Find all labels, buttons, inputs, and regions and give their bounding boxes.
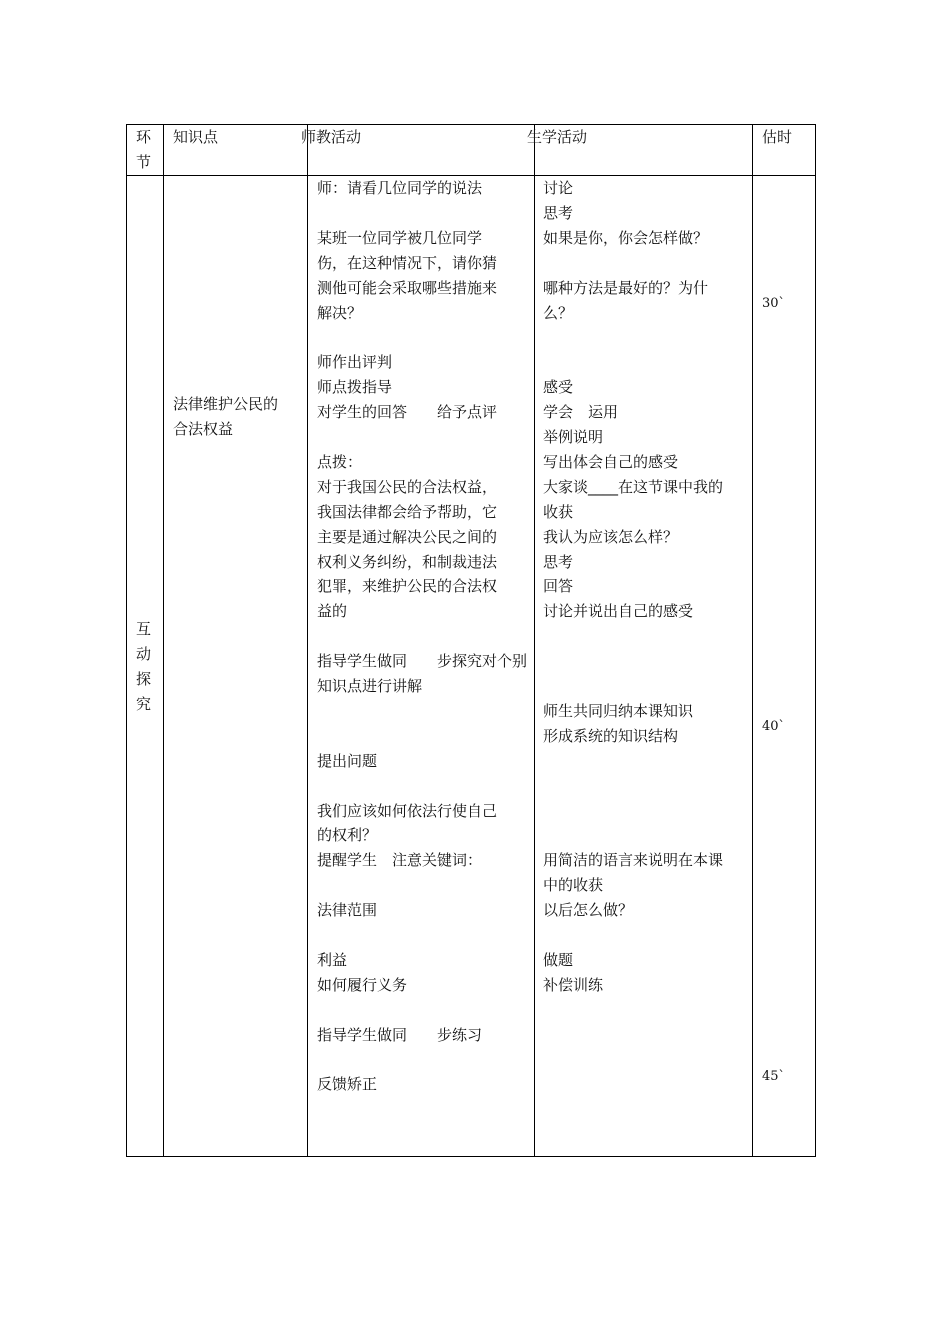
activity-line: 思考 bbox=[543, 552, 574, 571]
activity-line: 师点拨指导 bbox=[317, 378, 393, 397]
activity-line: 收获 bbox=[543, 502, 574, 521]
activity-line: 点拨： bbox=[317, 452, 363, 471]
section-label: 互动探究 bbox=[136, 620, 152, 713]
activity-line: 形成系统的知识结构 bbox=[543, 726, 679, 745]
column-divider-3 bbox=[534, 124, 535, 1157]
activity-line: 回答 bbox=[543, 577, 574, 596]
column-divider-1 bbox=[163, 124, 164, 1157]
activity-line: 么？ bbox=[543, 303, 574, 322]
activity-line: 如何履行义务 bbox=[317, 975, 408, 994]
column-divider-2 bbox=[307, 124, 308, 1157]
activity-line: 思考 bbox=[543, 203, 574, 222]
header-student-activity: 生学活动 bbox=[527, 128, 588, 146]
activity-line: 解决？ bbox=[317, 303, 363, 322]
activity-line: 权利义务纠纷，和制裁违法 bbox=[317, 552, 498, 571]
header-section: 环节 bbox=[136, 128, 152, 171]
activity-line: 某班一位同学被几位同学 bbox=[317, 228, 483, 247]
activity-line: 我认为应该怎么样？ bbox=[543, 527, 679, 546]
activity-line: 提醒学生 注意关键词： bbox=[317, 851, 483, 870]
activity-line: 讨论 bbox=[543, 179, 574, 197]
activity-line: 以后怎么做？ bbox=[543, 901, 634, 920]
activity-line: 学会 运用 bbox=[543, 403, 619, 422]
activity-line: 我们应该如何依法行使自己 bbox=[317, 801, 498, 820]
time-estimate: 45` bbox=[762, 1069, 786, 1084]
activity-line: 举例说明 bbox=[543, 428, 604, 446]
activity-line: 知识点进行讲解 bbox=[317, 677, 423, 695]
activity-line: 提出问题 bbox=[317, 751, 378, 770]
activity-line: 反馈矫正 bbox=[317, 1075, 378, 1094]
activity-line: 补偿训练 bbox=[543, 975, 604, 994]
time-estimate: 40` bbox=[762, 719, 786, 734]
activity-line: 测他可能会采取哪些措施来 bbox=[317, 278, 498, 297]
table-bottom-border bbox=[126, 1156, 816, 1157]
activity-line: 对学生的回答 给予点评 bbox=[317, 403, 498, 422]
activity-line: 写出体会自己的感受 bbox=[543, 452, 679, 471]
knowledge-point-line: 法律维护公民的 bbox=[173, 395, 279, 413]
table-left-border bbox=[126, 124, 127, 1157]
activity-line: 主要是通过解决公民之间的 bbox=[317, 527, 498, 546]
activity-line: 指导学生做同 步探究对个别 bbox=[317, 652, 528, 671]
time-estimate: 30` bbox=[762, 296, 786, 311]
activity-line: 伤，在这种情况下，请你猜 bbox=[317, 253, 498, 272]
knowledge-point-line: 合法权益 bbox=[173, 420, 234, 438]
activity-line: 法律范围 bbox=[317, 901, 378, 920]
activity-line: 如果是你，你会怎样做？ bbox=[543, 228, 709, 247]
header-teacher-activity: 师教活动 bbox=[301, 128, 362, 146]
activity-line: 师生共同归纳本课知识 bbox=[543, 701, 694, 720]
activity-line: 中的收获 bbox=[543, 876, 604, 895]
activity-line: 犯罪，来维护公民的合法权 bbox=[317, 577, 498, 596]
activity-line: 益的 bbox=[317, 602, 348, 621]
header-time: 估时 bbox=[762, 128, 793, 146]
activity-line: 感受 bbox=[543, 378, 574, 397]
activity-line: 我国法律都会给予帮助，它 bbox=[317, 502, 498, 521]
activity-line: 的权利？ bbox=[317, 826, 378, 845]
activity-line: 做题 bbox=[543, 950, 574, 969]
column-divider-4 bbox=[752, 124, 753, 1157]
activity-line: 讨论并说出自己的感受 bbox=[543, 602, 694, 621]
activity-line: 师作出评判 bbox=[317, 353, 393, 372]
header-knowledge-point: 知识点 bbox=[173, 128, 219, 146]
activity-line: 利益 bbox=[317, 950, 348, 969]
table-right-border bbox=[815, 124, 816, 1157]
activity-line: 大家谈____在这节课中我的 bbox=[543, 477, 724, 496]
activity-line: 用简洁的语言来说明在本课 bbox=[543, 851, 724, 870]
table-top-border bbox=[126, 124, 816, 125]
activity-line: 哪种方法是最好的？为什 bbox=[543, 278, 709, 297]
activity-line: 对于我国公民的合法权益， bbox=[317, 477, 498, 496]
activity-line: 指导学生做同 步练习 bbox=[317, 1025, 483, 1044]
activity-line: 师：请看几位同学的说法 bbox=[317, 179, 483, 197]
